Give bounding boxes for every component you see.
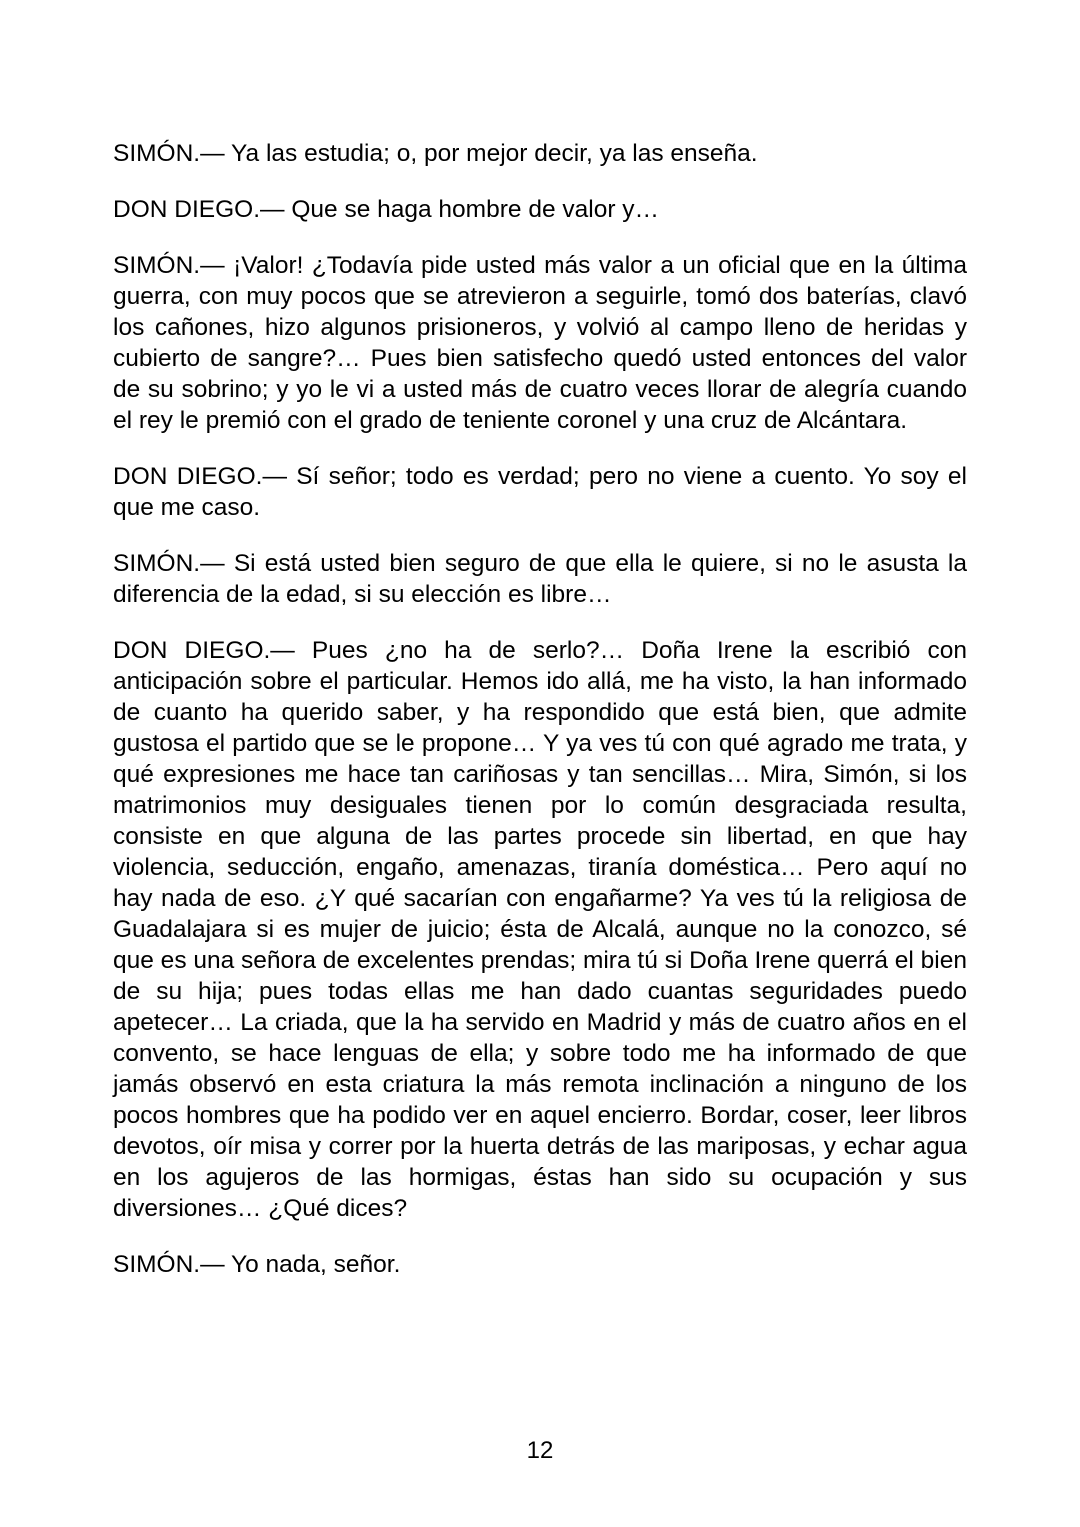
dialogue-text: [113, 138, 967, 1305]
dialogue-paragraph: [113, 548, 967, 610]
dialogue-paragraph: [113, 461, 967, 523]
dialogue-paragraph: [113, 635, 967, 1224]
speech-text: Ya las estudia; o, por mejor decir, ya las enseña.: [231, 140, 758, 167]
dialogue-paragraph: [113, 138, 967, 169]
dialogue-paragraph: [113, 1249, 967, 1280]
speech-text: ¡Valor! ¿Todavía pide usted más valor a un oficial que en la última guerra, con muy pocos que se atrevieron a seguirle, tomó dos baterías, clavó los cañones, hizo algunos prisioneros, y volvió al campo lleno de heridas y cubierto de sangre?… Pues bien satisfecho quedó usted entonces del valor de su sobrino; y yo le vi a usted más de cuatro veces llorar de alegría cuando el rey le premió con el grado de teniente coronel y una cruz de Alcántara.: [113, 252, 967, 434]
speech-text: Pues ¿no ha de serlo?… Doña Irene la escribió con anticipación sobre el particular. Hemos ido allá, me ha visto, la han informado de cuanto ha querido saber, y ha respondido que está bien, que admite gustosa el partido que se le propone… Y ya ves tú con qué agrado me trata, y qué expresiones me hace tan cariñosas y tan sencillas… Mira, Simón, si los matrimonios muy desiguales tienen por lo común desgraciada resulta, consiste en que alguna de las partes procede sin libertad, en que hay violencia, seducción, engaño, amenazas, tiranía doméstica… Pero aquí no hay nada de eso. ¿Y qué sacarían con engañarme? Ya ves tú la religiosa de Guadalajara si es mujer de juicio; ésta de Alcalá, aunque no la conozco, sé que es una señora de excelentes prendas; mira tú si Doña Irene querrá el bien de su hija; pues todas ellas me han dado cuantas seguridades puedo apetecer… La criada, que la ha servido en Madrid y más de cuatro años en el convento, se hace lenguas de ella; y sobre todo me ha informado de que jamás observó en esta criatura la más remota inclinación a ninguno de los pocos hombres que ha podido ver en aquel encierro. Bordar, coser, leer libros devotos, oír misa y correr por la huerta detrás de las mariposas, y echar agua en los agujeros de las hormigas, éstas han sido su ocupación y sus diversiones… ¿Qué dices?: [113, 637, 968, 1222]
speaker-name: SIMÓN.—: [113, 252, 225, 279]
speaker-name: SIMÓN.—: [113, 550, 225, 577]
speaker-name: DON DIEGO.—: [113, 196, 285, 223]
speech-text: Si está usted bien seguro de que ella le quiere, si no le asusta la diferencia de la edad, si su elección es libre…: [113, 550, 967, 608]
speech-text: Yo nada, señor.: [231, 1251, 401, 1278]
dialogue-paragraph: [113, 250, 967, 436]
page-number: 12: [526, 1437, 554, 1464]
speaker-name: SIMÓN.—: [113, 1251, 225, 1278]
dialogue-paragraph: [113, 194, 967, 225]
speaker-name: DON DIEGO.—: [113, 463, 287, 490]
speech-text: Que se haga hombre de valor y…: [291, 196, 660, 223]
speaker-name: DON DIEGO.—: [113, 637, 295, 664]
speaker-name: SIMÓN.—: [113, 140, 225, 167]
speech-text: Sí señor; todo es verdad; pero no viene a cuento. Yo soy el que me caso.: [113, 463, 967, 521]
